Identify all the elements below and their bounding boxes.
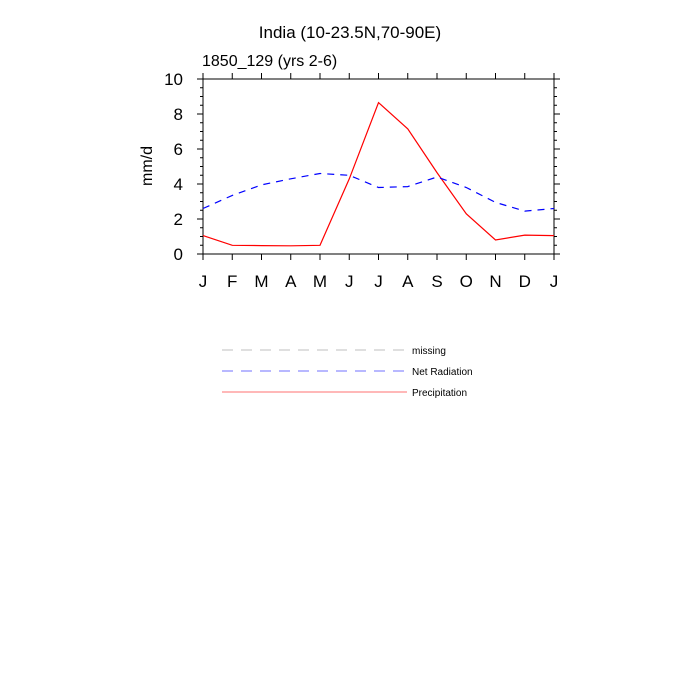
legend [222, 346, 473, 399]
y-tick-label: 6 [173, 140, 183, 159]
x-tick-label: J [374, 272, 383, 291]
series-line-net-radiation [203, 174, 554, 212]
x-tick-label: S [431, 272, 443, 291]
x-tick-label: J [549, 272, 559, 291]
x-tick-label: F [227, 272, 238, 291]
x-tick-label: J [345, 272, 354, 291]
legend-label-net-radiation: Net Radiation [412, 367, 473, 378]
x-tick-label: N [489, 272, 502, 291]
x-tick-label: O [459, 272, 473, 291]
y-tick-label: 8 [173, 105, 183, 124]
chart-title: India (10-23.5N,70-90E) [258, 23, 442, 42]
axes [164, 70, 560, 291]
x-tick-label: A [402, 272, 414, 291]
x-tick-label: A [285, 272, 297, 291]
x-tick-label: M [254, 272, 269, 291]
y-tick-label: 4 [173, 175, 183, 194]
y-tick-label: 2 [173, 210, 183, 229]
plot-frame [203, 79, 554, 254]
x-tick-label: D [518, 272, 531, 291]
y-tick-label: 10 [164, 70, 183, 89]
x-tick-label: M [312, 272, 328, 291]
legend-label-precipitation: Precipitation [412, 388, 468, 399]
series-line-precipitation [203, 103, 554, 246]
legend-label-missing: missing [412, 346, 446, 357]
series-layer [203, 103, 554, 246]
y-tick-label: 0 [173, 245, 183, 264]
y-axis-label: mm/d [139, 146, 156, 186]
x-tick-label: J [198, 272, 208, 291]
chart-subtitle: 1850_129 (yrs 2-6) [202, 53, 338, 70]
